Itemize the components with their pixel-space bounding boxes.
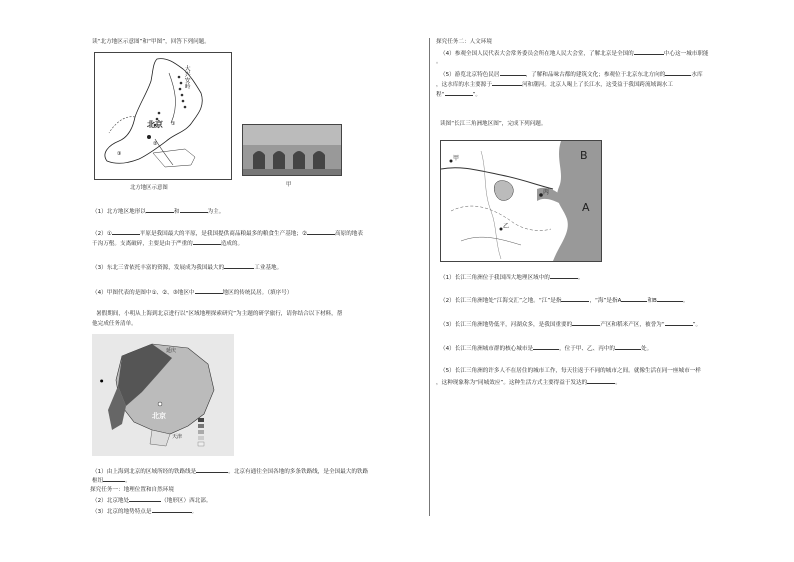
answer-blank[interactable] [129, 496, 161, 502]
question-14: （5）长江三角洲的许多人不在居住的城市工作，每天往返于不同的城市之间。就像生活在同一座城市一样 [440, 368, 701, 374]
question-9: （5）游览北京特色民居 ，了解和品味古都的建筑文化；参观位于北京东北方向的 水库 [440, 72, 703, 78]
map-label-yanqing: 延庆 [166, 348, 177, 354]
question-4: （4）甲图代表的是图中①、②、③地区中 地区的传统民居。（填序号） [92, 290, 293, 296]
answer-blank[interactable] [180, 207, 208, 213]
question-8: （4）参观全国人民代表大会常务委员会所在地人民大会堂，了解北京是全国的 中心这一城市职能 [440, 51, 709, 57]
answer-blank[interactable] [103, 476, 125, 482]
yangtze-delta-drawing [441, 141, 601, 261]
paragraph-line-2: 他完成任务清单。 [92, 321, 137, 327]
photo-caption: 甲 [286, 182, 292, 188]
question-5-cont: 枢纽 。 [92, 478, 131, 484]
svg-text:③: ③ [117, 151, 122, 157]
question-13: （4）长江三角洲城市群的核心城市是 ，位于甲、乙、丙中的 处。 [440, 346, 653, 352]
map-label-b: B [580, 149, 588, 162]
intro-2-text: 读图“长江三角洲地区图”，完成下列问题。 [440, 121, 547, 127]
answer-blank[interactable] [533, 344, 559, 350]
answer-blank[interactable] [665, 320, 693, 326]
question-8-cont: 。 [436, 59, 442, 65]
answer-blank[interactable] [657, 296, 683, 302]
answer-blank[interactable] [500, 70, 526, 76]
task-2-heading: 探究任务二：人文环境 [436, 39, 492, 45]
answer-blank[interactable] [550, 273, 578, 279]
question-11: （2）长江三角洲地处“江海交汇”之地。“江”是指 ，“海”是指A 和B 。 [440, 298, 689, 304]
cave-dwelling-drawing [243, 125, 341, 175]
north-region-map [94, 52, 232, 180]
answer-blank[interactable] [561, 296, 589, 302]
answer-blank[interactable] [146, 207, 174, 213]
map-label-beijing: 北京 [147, 120, 163, 129]
map-label-tianjin: 天津 [172, 434, 183, 440]
map-label-beijing-city: 北京 [152, 412, 166, 420]
answer-blank[interactable] [224, 263, 254, 269]
answer-blank[interactable] [196, 467, 228, 473]
map-label-jia: 甲 [453, 155, 460, 162]
map-label-a: A [582, 201, 590, 214]
question-7: （3）北京的地势特点是 。 [92, 509, 198, 515]
answer-blank[interactable] [587, 378, 615, 384]
task-1-heading: 探究任务一：地理位置和自然环境 [90, 487, 174, 493]
question-1: （1）北方地区地形以 和 为主。 [92, 209, 225, 215]
svg-text:②: ② [153, 141, 158, 147]
question-3: （3）东北三省依托丰富的资源，发展成为我国最大的 工业基地。 [92, 265, 283, 271]
answer-blank[interactable] [621, 296, 647, 302]
question-5: （1）由上海到北京的区域所经的铁路线是 。北京有通往全国各地的多条铁路线，是全国最大的铁路 [92, 469, 369, 475]
beijing-map [92, 334, 234, 456]
answer-blank[interactable] [152, 507, 192, 513]
question-6: （2）北京地处 （地形区）西北部。 [92, 498, 212, 504]
north-map-caption: 北方地区示意图 [130, 185, 168, 191]
answer-blank[interactable] [307, 229, 335, 235]
answer-blank[interactable] [193, 239, 221, 245]
column-divider [429, 38, 430, 516]
yangtze-delta-map [440, 140, 602, 262]
question-9-cont: ，这水库的水主要源于 河和潮河。北京人喝上了长江水，这受益于我国跨流域调水工 [436, 82, 673, 88]
answer-blank[interactable] [665, 70, 691, 76]
answer-blank[interactable] [492, 80, 522, 86]
question-10: （1）长江三角洲位于我国四大地理区域中的 。 [440, 275, 584, 281]
paragraph-line-1: 暑假期间，小明从上海到北京进行以“区域地理探索研究”为主题的研学旅行，请你结合以下材料，帮 [96, 311, 343, 317]
question-12: （3）长江三角洲地势低平，河湖众多，是我国重要的 产区和稻米产区，被誉为“ ”。 [440, 322, 702, 328]
map-label-bing: 丙 [543, 189, 550, 196]
intro-text: 读“北方地区示意图”和“甲图”，回答下列问题。 [92, 39, 210, 45]
question-14-cont: ，这种现象称为“同城效应”。这种生活方式主要得益于发达的 。 [436, 380, 621, 386]
answer-blank[interactable] [112, 229, 140, 235]
question-9-cont-2: 程“ ”。 [436, 92, 481, 98]
answer-blank[interactable] [634, 49, 664, 55]
answer-blank[interactable] [195, 288, 223, 294]
svg-text:●: ● [100, 378, 104, 383]
cave-dwelling-photo [242, 124, 342, 176]
answer-blank[interactable] [445, 90, 473, 96]
question-2-cont: 千沟万壑。支离破碎，主要是由于严重的 造成的。 [92, 241, 244, 247]
beijing-map-drawing [92, 334, 234, 456]
svg-text:①: ① [171, 121, 176, 127]
answer-blank[interactable] [615, 344, 641, 350]
map-label-mountain: 大兴安岭 [183, 65, 191, 89]
map-label-yi: 乙 [503, 223, 510, 230]
north-region-map-drawing [95, 53, 231, 179]
answer-blank[interactable] [572, 320, 600, 326]
question-2: （2）① 平原是我国最大的平原，是我国提供商品粮最多的粮食生产基地；② 高原的地表 [92, 231, 363, 237]
